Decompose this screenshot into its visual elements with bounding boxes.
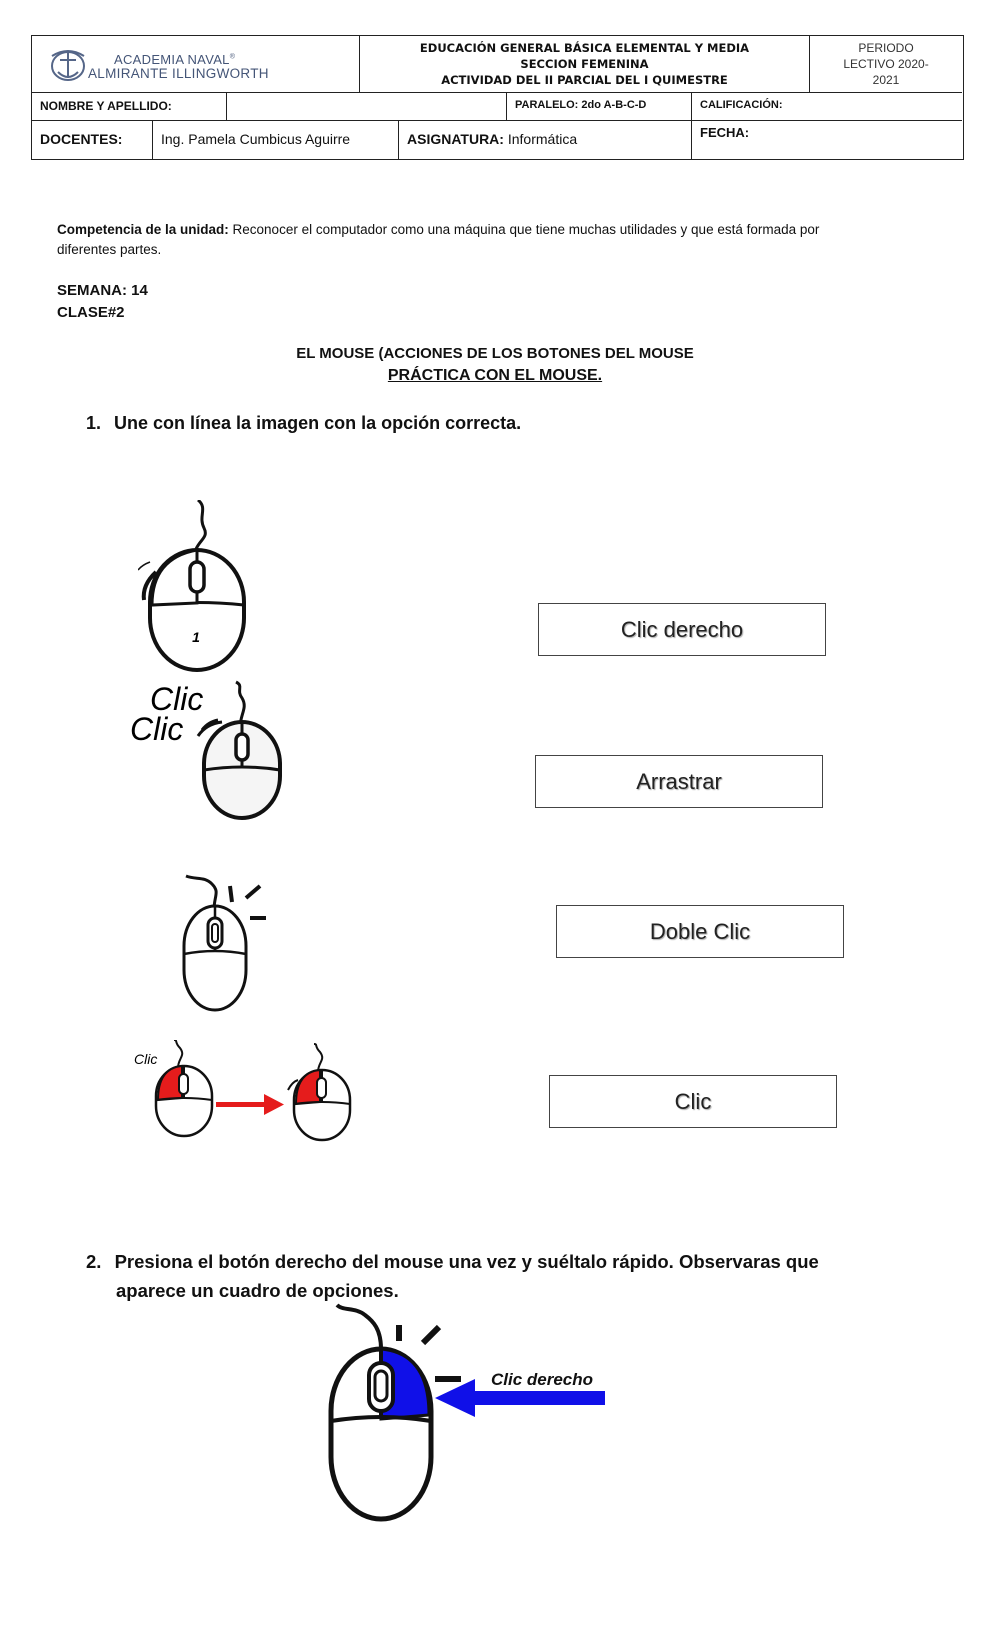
- question-1-number: 1.: [86, 413, 102, 433]
- competencia-text: Reconocer el computador como una máquina que tiene muchas utilidades y que está formada por: [228, 222, 820, 237]
- mouse2-clic2: Clic: [130, 711, 184, 747]
- semana: SEMANA: 14: [57, 282, 148, 299]
- logo-cell: [32, 36, 360, 93]
- periodo-line1: PERIODO: [858, 41, 914, 55]
- question-2-number: 2.: [86, 1251, 102, 1272]
- nombre-field[interactable]: [227, 93, 507, 121]
- calificacion-cell[interactable]: CALIFICACIÓN:: [692, 93, 962, 121]
- periodo-cell: [810, 36, 962, 93]
- asignatura-cell: [399, 121, 692, 159]
- question-2-text-line2: aparece un cuadro de opciones.: [116, 1280, 399, 1301]
- mouse-right-click-blue-icon: [325, 1303, 615, 1523]
- clase: CLASE#2: [57, 304, 125, 321]
- mouse-double-click-icon: [128, 678, 288, 828]
- question-1-text: Une con línea la imagen con la opción correcta.: [114, 413, 522, 433]
- asignatura-label: ASIGNATURA:: [407, 131, 504, 147]
- title-line2: SECCION FEMENINA: [520, 57, 649, 71]
- asignatura-value: Informática: [507, 131, 578, 147]
- title-line1: EDUCACIÓN GENERAL BÁSICA ELEMENTAL Y MEDIA: [419, 41, 750, 55]
- section-subtitle: PRÁCTICA CON EL MOUSE.: [387, 367, 603, 384]
- fecha-cell[interactable]: FECHA:: [700, 125, 750, 140]
- question-2: [86, 1247, 946, 1305]
- mouse-single-click-icon: [138, 500, 258, 675]
- mouse2-clic1: Clic: [150, 681, 204, 717]
- mouse1-number: 1: [192, 629, 200, 645]
- header-table: [31, 35, 964, 160]
- docentes-label-cell: DOCENTES:: [32, 121, 153, 159]
- option-box-clic[interactable]: Clic: [549, 1075, 837, 1128]
- title-line3: ACTIVIDAD DEL II PARCIAL DEL I QUIMESTRE: [441, 73, 728, 87]
- mouse-drag-icon: [128, 1040, 368, 1150]
- question-1: [86, 413, 521, 434]
- competencia-paragraph: [57, 220, 917, 260]
- periodo-line2: LECTIVO 2020-: [843, 57, 929, 71]
- arrow-label: Clic derecho: [491, 1370, 594, 1389]
- anchor-logo-icon: [48, 44, 88, 84]
- option-box-clic-derecho[interactable]: Clic derecho: [538, 603, 826, 656]
- periodo-line3: 2021: [872, 73, 900, 87]
- competencia-label: Competencia de la unidad:: [57, 222, 229, 237]
- logo-line1: ACADEMIA NAVAL®: [114, 52, 236, 67]
- question-2-text-line1: Presiona el botón derecho del mouse una vez y suéltalo rápido. Observaras que: [114, 1251, 819, 1272]
- title-cell: [360, 36, 810, 93]
- logo-line2: ALMIRANTE ILLINGWORTH: [88, 66, 269, 81]
- mouse4-clic: Clic: [134, 1051, 158, 1067]
- section-title: EL MOUSE (ACCIONES DE LOS BOTONES DEL MOUSE: [296, 345, 694, 362]
- option-box-doble-clic[interactable]: Doble Clic: [556, 905, 844, 958]
- nombre-label-cell: NOMBRE Y APELLIDO:: [32, 93, 227, 121]
- docente-value-cell: Ing. Pamela Cumbicus Aguirre: [153, 121, 399, 159]
- option-box-arrastrar[interactable]: Arrastrar: [535, 755, 823, 808]
- mouse-right-click-icon: [180, 872, 280, 1012]
- competencia-text2: diferentes partes.: [57, 242, 162, 257]
- paralelo-cell: PARALELO: 2do A-B-C-D: [507, 93, 692, 121]
